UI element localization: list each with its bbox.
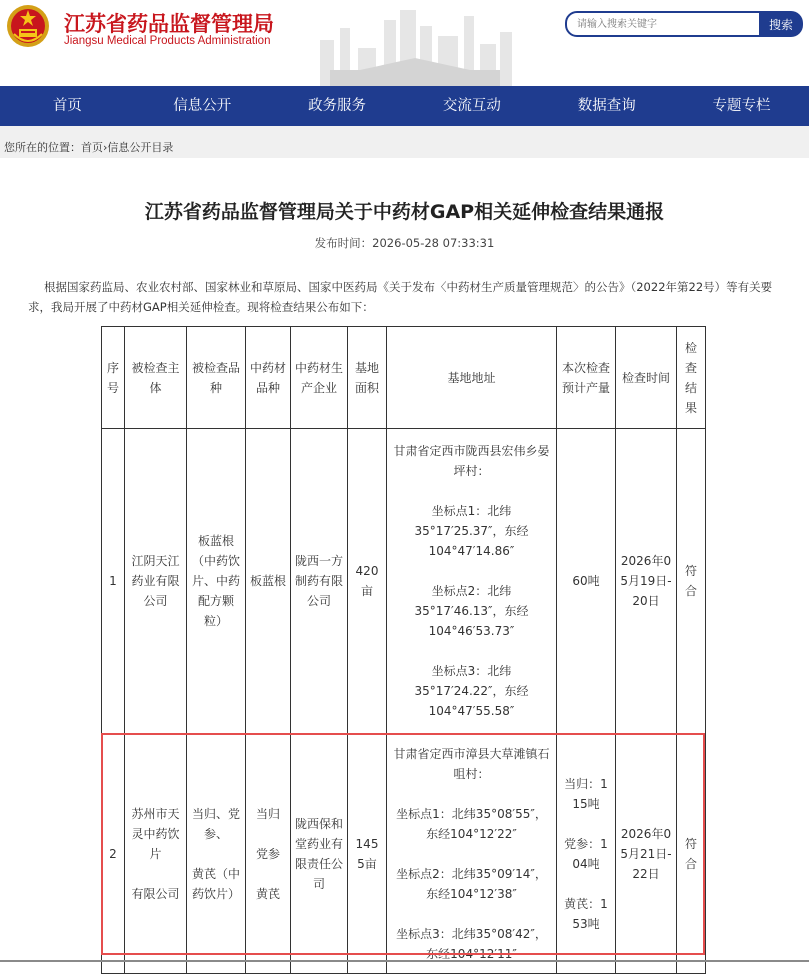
- row-output: 60吨: [557, 429, 616, 734]
- coord-lon: 104°46′53.73″: [428, 624, 515, 638]
- row-address: [387, 429, 557, 734]
- article-intro: 根据国家药监局、农业农村部、国家林业和草原局、国家中医药局《关于发布〈中药材生产质量管理规范〉的公告》（2022年第22号）等有关要求，我局开展了中药材GAP相关延伸检查。现将检查结果公布如下：: [28, 280, 773, 314]
- header-cell: 检查结果: [677, 327, 706, 429]
- nav-item-info-disclosure[interactable]: 信息公开: [173, 98, 232, 114]
- breadcrumb-home-link[interactable]: 首页: [81, 141, 103, 154]
- row-variety: 板蓝根（中药饮片、中药配方颗粒）: [187, 429, 246, 734]
- coord-line: 坐标点1：北纬35°08′55″，: [396, 806, 547, 821]
- coord-line: 东经104°12′11″: [426, 946, 517, 961]
- table-row: [102, 429, 706, 734]
- row-result: 符合: [677, 429, 706, 734]
- row-no: 1: [102, 429, 125, 734]
- subject-line: 苏州市天灵中药饮片: [131, 806, 180, 861]
- nav-item-home[interactable]: 首页: [52, 98, 82, 114]
- header-cell: 中药材品种: [246, 327, 291, 429]
- row-result: 符合: [677, 734, 706, 974]
- nav-item-interaction[interactable]: 交流互动: [442, 98, 501, 114]
- coord-lat: 35°17′25.37″，东经: [414, 524, 529, 538]
- header-cell: 中药材生产企业: [291, 327, 348, 429]
- row-producer: 陇西保和堂药业有限责任公司: [291, 734, 348, 974]
- row-area: 1455亩: [348, 734, 387, 974]
- site-subtitle: Jiangsu Medical Products Administration: [64, 35, 271, 47]
- coord-line: 坐标点3：北纬35°08′42″，: [396, 926, 547, 941]
- nav-item-government-services[interactable]: 政务服务: [308, 98, 367, 114]
- header-cell: 序号: [102, 327, 125, 429]
- breadcrumb: [4, 139, 173, 155]
- site-header: [0, 0, 809, 86]
- national-emblem-icon: [6, 4, 50, 48]
- row-variety: [187, 734, 246, 974]
- city-skyline-banner: [300, 0, 530, 86]
- row-date: 2026年05月19日-20日: [616, 429, 677, 734]
- coord-label: 坐标点2：北纬: [431, 584, 512, 598]
- table-row: [102, 734, 706, 974]
- row-subject: [125, 734, 187, 974]
- variety-line: 黄芪（中药饮片）: [191, 866, 240, 901]
- coord-line: 坐标点2：北纬35°09′14″，: [396, 866, 547, 881]
- address-head: 甘肃省定西市陇西县宏伟乡晏坪村：: [393, 444, 550, 478]
- header-cell: 本次检查预计产量: [557, 327, 616, 429]
- breadcrumb-prefix: 您所在的位置：: [4, 141, 81, 154]
- coord-lon: 104°47′14.86″: [428, 544, 515, 558]
- coord-lat: 35°17′46.13″，东经: [414, 604, 529, 618]
- table-header-row: [102, 327, 706, 429]
- breadcrumb-current-link[interactable]: 信息公开目录: [107, 141, 174, 154]
- address-head: 甘肃省定西市漳县大草滩镇石咀村：: [393, 746, 550, 781]
- coord-label: 坐标点1：北纬: [431, 504, 512, 518]
- header-cell: 检查时间: [616, 327, 677, 429]
- row-herb: 板蓝根: [246, 429, 291, 734]
- nav-item-special-topics[interactable]: 专题专栏: [712, 98, 771, 114]
- row-address: [387, 734, 557, 974]
- article-title: 江苏省药品监督管理局关于中药材GAP相关延伸检查结果通报: [144, 201, 665, 223]
- coord-line: 东经104°12′38″: [426, 886, 517, 901]
- search-box: [565, 11, 803, 37]
- herb-line: 党参: [255, 846, 280, 861]
- coord-lon: 104°47′55.58″: [428, 704, 515, 718]
- output-line: 党参：104吨: [564, 836, 608, 871]
- herb-line: 当归: [255, 806, 280, 821]
- variety-line: 当归、党参、: [191, 806, 240, 841]
- publish-time: 发布时间：2026-05-28 07:33:31: [314, 236, 495, 250]
- row-herb: [246, 734, 291, 974]
- header-cell: 基地面积: [348, 327, 387, 429]
- main-nav: [0, 86, 809, 126]
- row-date: 2026年05月21日-22日: [616, 734, 677, 974]
- herb-line: 黄芪: [255, 886, 280, 901]
- row-output: [557, 734, 616, 974]
- nav-item-data-query[interactable]: 数据查询: [577, 98, 636, 114]
- header-cell: 基地地址: [387, 327, 557, 429]
- coord-lat: 35°17′24.22″，东经: [414, 684, 529, 698]
- row-subject: 江阴天江药业有限公司: [125, 429, 187, 734]
- subject-line: 有限公司: [131, 886, 180, 901]
- coord-line: 东经104°12′22″: [426, 826, 517, 841]
- header-cell: 被检查品种: [187, 327, 246, 429]
- inspection-results-table: [101, 326, 706, 974]
- site-title[interactable]: 江苏省药品监督管理局: [64, 12, 274, 36]
- row-producer: 陇西一方制药有限公司: [291, 429, 348, 734]
- output-line: 黄芪：153吨: [564, 896, 608, 931]
- header-cell: 被检查主体: [125, 327, 187, 429]
- breadcrumb-separator: ›: [103, 141, 108, 154]
- search-input[interactable]: [565, 11, 761, 37]
- bottom-divider: [0, 960, 809, 962]
- row-no: 2: [102, 734, 125, 974]
- coord-label: 坐标点3：北纬: [431, 664, 512, 678]
- row-area: 420亩: [348, 429, 387, 734]
- search-button[interactable]: 搜索: [759, 11, 803, 37]
- output-line: 当归：115吨: [564, 776, 608, 811]
